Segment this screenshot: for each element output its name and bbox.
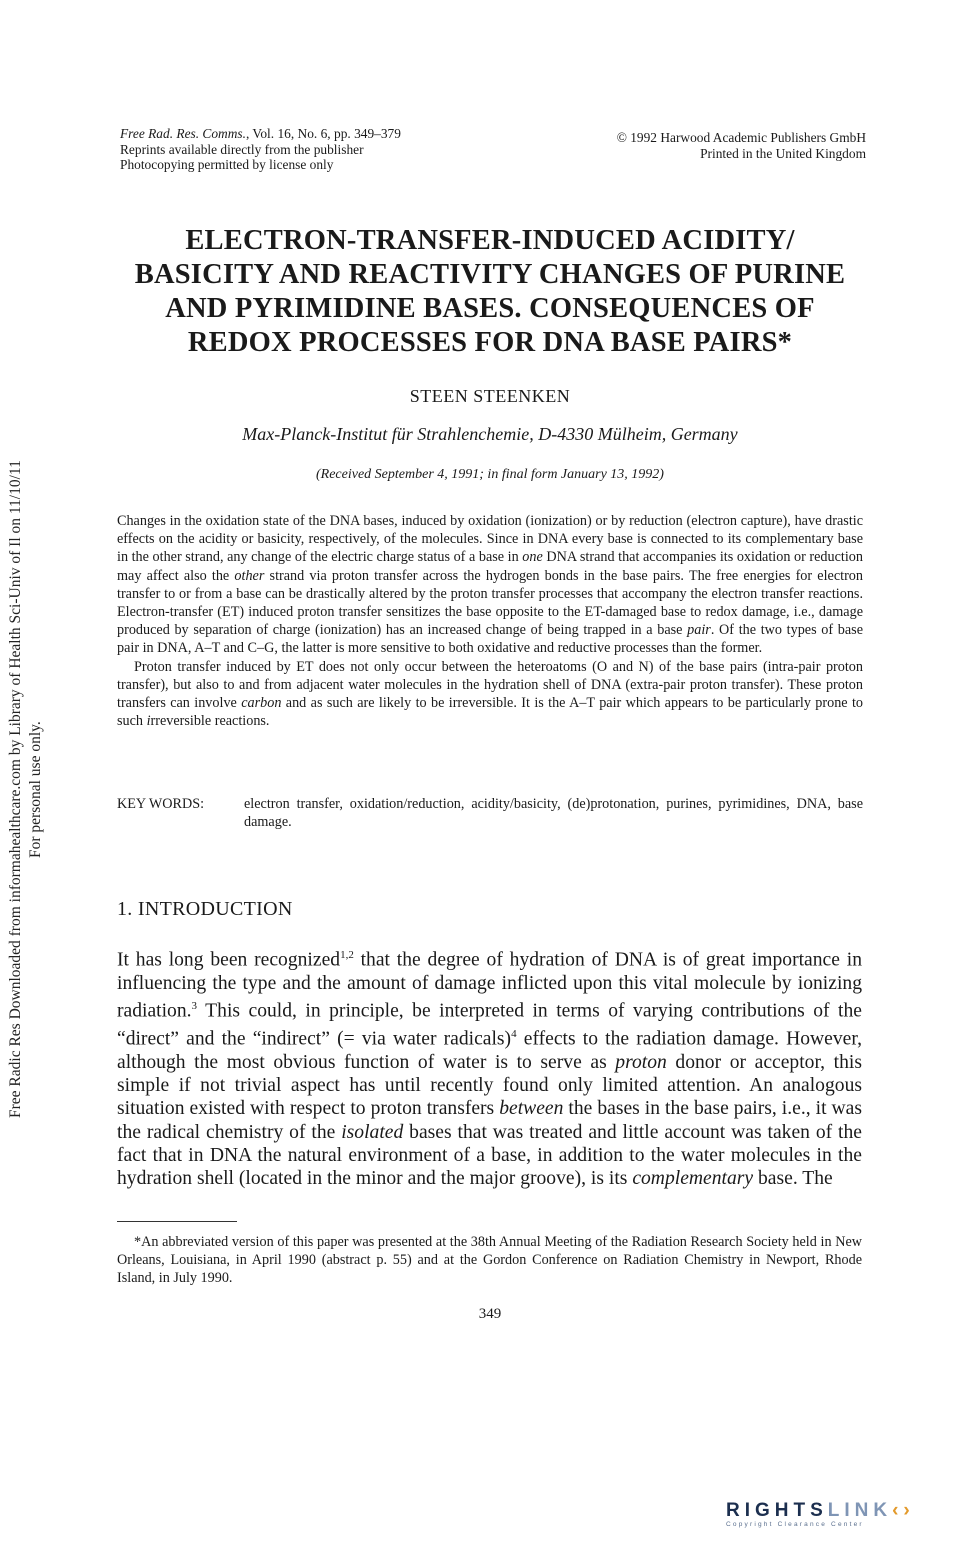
- rightslink-bracket-icon: ‹›: [892, 1500, 915, 1521]
- keywords: [117, 795, 863, 831]
- footnote: *An abbreviated version of this paper was presented at the 38th Annual Meeting of the Radiation Research Society held in New Orleans, Louisiana, in April 1990 (abstract p. 55) and at the Gordon Conference on Radiation Chemistry in Newport, Rhode Island, in July 1990.: [117, 1234, 862, 1286]
- received-dates: (Received September 4, 1991; in final form January 13, 1992): [316, 467, 664, 482]
- footnote-rule: [117, 1221, 237, 1222]
- abstract: [117, 512, 863, 730]
- printed-notice: Printed in the United Kingdom: [700, 145, 866, 161]
- keywords-text: electron transfer, oxidation/reduction, acidity/basicity, (de)protonation, purines, pyrimidines, DNA, base damage.: [244, 796, 863, 831]
- personal-use-notice: For personal use only.: [27, 721, 44, 858]
- rightslink-logo[interactable]: [726, 1501, 915, 1529]
- section-heading: 1. INTRODUCTION: [117, 898, 293, 920]
- reprints-notice: Reprints available directly from the publisher: [120, 141, 364, 157]
- copyright-notice: © 1992 Harwood Academic Publishers GmbH: [616, 130, 866, 145]
- title-line: ELECTRON-TRANSFER-INDUCED ACIDITY/: [185, 225, 795, 256]
- journal-citation: [120, 126, 401, 142]
- body-paragraph: It has long been recognized$^{1,2}$ that the degree of hydration of DNA is of great importance in influencing the type and the amount of damage inflicted upon this vital molecule by ionizing radiation.$^3$ This could, in principle, be interpreted in terms of varying contributions of the “direct” and the “indirect” (= via water radicals)$^4$ effects to the radiation damage. However, although the most obvious function of water is to serve as proton donor or acceptor, this simple if not trivial aspect has until recently found only limited attention. An analogous situation existed with respect to proton transfers between the bases in the base pairs, i.e., it was the radical chemistry of the isolated bases that was treated and little account was taken of the fact that in DNA the natural environment of a base, in addition to the water molecules in the hydration shell (located in the minor and the major groove), is its complementary base. The: [117, 949, 863, 1190]
- title-line: BASICITY AND REACTIVITY CHANGES OF PURINE: [134, 259, 846, 290]
- photocopy-notice: Photocopying permitted by license only: [120, 157, 334, 172]
- publisher-info: [520, 130, 866, 161]
- introduction-text: [117, 944, 862, 1191]
- journal-info: [120, 126, 401, 173]
- title-line: AND PYRIMIDINE BASES. CONSEQUENCES OF: [165, 293, 815, 324]
- journal-volume: , Vol. 16, No. 6, pp. 349–379: [245, 126, 401, 141]
- rightslink-wordmark: [726, 1501, 915, 1521]
- rightslink-word-rights: RIGHTS: [726, 1500, 828, 1521]
- keywords-label: KEY WORDS:: [117, 796, 205, 812]
- author-name: STEEN STEENKEN: [409, 386, 571, 406]
- abstract-paragraph: Proton transfer induced by ET does not only occur between the heteroatoms (O and N) of the base pairs (intra-pair proton transfer), but also to and from adjacent water molecules in the hydration shell of DNA (extra-pair proton transfer). These proton transfers can involve carbon and as such are likely to be irreversible. It is the A–T pair which appears to be particularly prone to such irreversible reactions.: [117, 658, 863, 730]
- rightslink-tagline: Copyright Clearance Center: [726, 1521, 864, 1528]
- download-notice-sidebar: [0, 0, 46, 1565]
- download-notice-line: Free Radic Res Downloaded from informahealthcare.com by Library of Health Sci-Univ of Il on 11/10/11: [7, 460, 24, 1118]
- page-number: 349: [478, 1306, 502, 1322]
- abstract-paragraph: Changes in the oxidation state of the DNA bases, induced by oxidation (ionization) or by reduction (electron capture), have drastic effects on the acidity or basicity, respectively, of the molecules. Since in DNA every base is connected to its complementary base in the other strand, any change of the electric charge status of a base in one DNA strand that accompanies its oxidation or reduction may affect also the other strand via proton transfer across the hydrogen bonds in the base pairs. The free energies for electron transfer to or from a base can be drastically altered by the proton transfer processes that accompany the electron transfer reactions. Electron-transfer (ET) induced proton transfer sensitizes the base opposite to the ET-damaged base to redox damage, i.e., damage produced by separation of charge (ionization) has an increased change of being trapped in a base pair. Of the two types of base pair in DNA, A–T and C–G, the latter is more sensitive to both oxidative and reductive processes than the former.: [117, 513, 863, 657]
- title-line: REDOX PROCESSES FOR DNA BASE PAIRS*: [187, 327, 793, 358]
- paper-title: [100, 224, 880, 360]
- author-affiliation: Max-Planck-Institut für Strahlenchemie, D-4330 Mülheim, Germany: [242, 424, 738, 444]
- rightslink-word-link: LINK: [827, 1500, 893, 1521]
- journal-name: Free Rad. Res. Comms.: [120, 126, 246, 141]
